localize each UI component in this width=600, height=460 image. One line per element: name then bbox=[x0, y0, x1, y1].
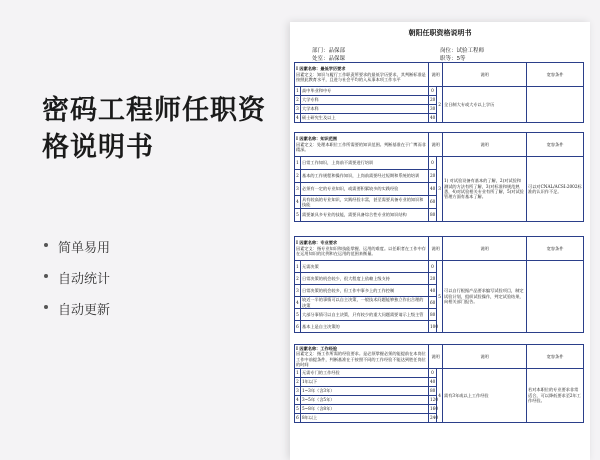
score-mark: 4 bbox=[437, 369, 443, 423]
row-text: 1~3年（含3年） bbox=[301, 387, 429, 396]
points-header: 说明 bbox=[429, 133, 443, 157]
row-number: 4 bbox=[295, 396, 301, 405]
description-cell: 1) 对试验设备有基本的了解，2)对试验和测试的方法有所了解，3)对标准和规范熟悉，4)对试验相关专业有所了解，5)对试验管理方面有基本了解。 bbox=[443, 157, 527, 222]
row-points: 80 bbox=[429, 209, 437, 222]
factor-definition: 因素定义：指专业知识和技能掌握、运用的难度。以任职者在工作中存在运用知识的比例和在运用的范围来衡量。 bbox=[296, 245, 426, 257]
bullet-dot bbox=[44, 305, 48, 309]
bullet-dot bbox=[44, 274, 48, 278]
row-number: 2 bbox=[295, 170, 301, 183]
row-text: 无需专门的工作经验 bbox=[301, 369, 429, 378]
row-number: 3 bbox=[295, 285, 301, 297]
row-number: 6 bbox=[295, 414, 301, 423]
factor-header bbox=[295, 133, 429, 157]
feature-item: 自动统计 bbox=[58, 268, 110, 287]
row-number: 4 bbox=[295, 114, 301, 123]
row-number: 5 bbox=[295, 405, 301, 414]
grade-label: 职等：5等 bbox=[440, 56, 466, 62]
row-points: 160 bbox=[429, 405, 437, 414]
feature-item: 简单易用 bbox=[58, 237, 110, 256]
row-number: 6 bbox=[295, 321, 301, 333]
row-text: 1年以下 bbox=[301, 378, 429, 387]
row-points: 20 bbox=[429, 170, 437, 183]
row-number: 2 bbox=[295, 273, 301, 285]
feature-item: 自动更新 bbox=[58, 299, 110, 318]
table-row bbox=[295, 87, 584, 96]
factor-name: I 因素名称：专业要求 bbox=[296, 240, 338, 246]
points-header: 说明 bbox=[429, 345, 443, 369]
row-points: 20 bbox=[429, 96, 437, 105]
document-preview bbox=[290, 22, 590, 460]
table-row bbox=[295, 261, 584, 273]
row-points: 0 bbox=[429, 261, 437, 273]
row-points: 40 bbox=[429, 378, 437, 387]
row-number: 3 bbox=[295, 387, 301, 396]
row-number: 4 bbox=[295, 196, 301, 209]
row-points: 80 bbox=[429, 309, 437, 321]
row-number: 1 bbox=[295, 261, 301, 273]
row-number: 2 bbox=[295, 378, 301, 387]
row-number: 3 bbox=[295, 183, 301, 196]
score-mark: 2 bbox=[437, 87, 443, 123]
row-text: 需要兼具多专业的技能，需要具备综合性专业的知识结构 bbox=[301, 209, 429, 222]
document-title: 朝阳任职资格说明书 bbox=[408, 28, 472, 37]
criteria-table bbox=[294, 236, 584, 333]
condition-header: 宽容条件 bbox=[527, 133, 584, 157]
factor-name: I 因素名称：知识范围 bbox=[296, 136, 338, 142]
factor-header bbox=[295, 63, 429, 87]
row-points: 40 bbox=[429, 114, 437, 123]
row-number: 3 bbox=[295, 105, 301, 114]
table-row bbox=[295, 369, 584, 378]
bullet-dot bbox=[44, 243, 48, 247]
row-points: 0 bbox=[429, 87, 437, 96]
position-label: 岗位：试验工程师 bbox=[440, 48, 485, 54]
row-number: 1 bbox=[295, 369, 301, 378]
row-number: 4 bbox=[295, 297, 301, 309]
row-text: 日常工作知识，上岗前不需要进行培训 bbox=[301, 157, 429, 170]
promo-panel bbox=[0, 0, 280, 460]
row-text: 基本的工作规程和操作知识，上岗前需要经过短期和系统的培训 bbox=[301, 170, 429, 183]
row-points: 30 bbox=[429, 105, 437, 114]
description-cell: 可以自行根据产品要求编写试验项目，制定试验计划，组织试验操作，判定试验结果，向相关部门报告。 bbox=[443, 261, 527, 333]
factor-header bbox=[295, 345, 429, 369]
row-text: 8年以上 bbox=[301, 414, 429, 423]
row-text: 高中毕业和中专 bbox=[301, 87, 429, 96]
row-points: 120 bbox=[429, 396, 437, 405]
section-label: 处室：品保课 bbox=[312, 56, 346, 62]
factor-definition: 因素定义：处理本职位工作所需要的知识范围。判断基准在于广博而非精深。 bbox=[296, 141, 426, 153]
desc-header: 说明 bbox=[443, 133, 527, 157]
condition-cell: 若对本职位的专业要求非常适合，可以降低要求至2年工作经验。 bbox=[527, 369, 584, 423]
row-text: 具有较高的专业知识，实践经验丰富，甚至需要具备专业的知识和技能 bbox=[301, 196, 429, 209]
desc-header: 说明 bbox=[443, 237, 527, 261]
factor-name: I 因素名称：最低学历要求 bbox=[296, 66, 346, 72]
row-number: 1 bbox=[295, 87, 301, 96]
row-number: 5 bbox=[295, 209, 301, 222]
row-points: 60 bbox=[429, 196, 437, 209]
row-points: 0 bbox=[429, 157, 437, 170]
condition-cell bbox=[527, 261, 584, 333]
row-text: 无需决策 bbox=[301, 261, 429, 273]
criteria-table bbox=[294, 132, 584, 222]
row-text: 大学本科 bbox=[301, 105, 429, 114]
factor-definition: 因素定义：知识与履行工作职责所要求的最低学历要求，其判断标准是按照此教育水平，且进与社会平均的入从事本项工作水平 bbox=[296, 71, 426, 83]
row-text: 3~5年（含5年） bbox=[301, 396, 429, 405]
factor-header bbox=[295, 237, 429, 261]
desc-header: 说明 bbox=[443, 345, 527, 369]
factor-definition: 因素定义：指工作所需的经验要求。是必须掌握必须的能提前在本岗位工作中前提条件，判断基准在于按照不同的工作经验不能达到胜任岗位的时间 bbox=[296, 351, 426, 367]
row-text: 日常决策的机会较少，很大程度上依赖上级支持 bbox=[301, 273, 429, 285]
row-text: 5~8年（含8年） bbox=[301, 405, 429, 414]
row-points: 60 bbox=[429, 297, 437, 309]
desc-header: 说明 bbox=[443, 63, 527, 87]
row-points: 40 bbox=[429, 285, 437, 297]
points-header: 说明 bbox=[429, 63, 443, 87]
description-cell: 全日制大专或大专以上学历 bbox=[443, 87, 527, 123]
points-header: 说明 bbox=[429, 237, 443, 261]
row-points: 100 bbox=[429, 321, 437, 333]
description-cell: 需有3年或以上工作经验 bbox=[443, 369, 527, 423]
row-points: 240 bbox=[429, 414, 437, 423]
condition-cell bbox=[527, 87, 584, 123]
row-text: 大学专科 bbox=[301, 96, 429, 105]
row-text: 大部分事情可以自主决策，只有较少的重大问题需要请示上级主管 bbox=[301, 309, 429, 321]
row-text: 基本上是自主决策的 bbox=[301, 321, 429, 333]
condition-cell: 可以对CNAL/ACSI:2002标准的认识作不足。 bbox=[527, 157, 584, 222]
row-points: 0 bbox=[429, 369, 437, 378]
row-number: 2 bbox=[295, 96, 301, 105]
row-number: 5 bbox=[295, 309, 301, 321]
hero-title: 密码工程师任职资格说明书 bbox=[42, 95, 266, 163]
table-row bbox=[295, 157, 584, 170]
condition-header: 宽容条件 bbox=[527, 237, 584, 261]
row-text: 必须有一定的专业知识，或需要积累较多的实践经验 bbox=[301, 183, 429, 196]
row-points: 40 bbox=[429, 183, 437, 196]
dept-label: 部门：品保部 bbox=[312, 48, 346, 54]
condition-header: 宽容条件 bbox=[527, 345, 584, 369]
factor-name: I 因素名称：工作经验 bbox=[296, 345, 338, 351]
score-mark: 5 bbox=[437, 261, 443, 333]
row-text: 硕士研究生及以上 bbox=[301, 114, 429, 123]
criteria-table bbox=[294, 344, 584, 423]
row-number: 1 bbox=[295, 157, 301, 170]
score-mark: 3 bbox=[437, 157, 443, 222]
criteria-table bbox=[294, 62, 584, 123]
row-text: 日常决策的机会较多，但工作中事多上的工作控制 bbox=[301, 285, 429, 297]
condition-header: 宽容条件 bbox=[527, 63, 584, 87]
row-points: 20 bbox=[429, 273, 437, 285]
row-points: 80 bbox=[429, 387, 437, 396]
row-text: 较近一半的事情可以自主决策，一般技术问题能够独立作出合理的决策 bbox=[301, 297, 429, 309]
